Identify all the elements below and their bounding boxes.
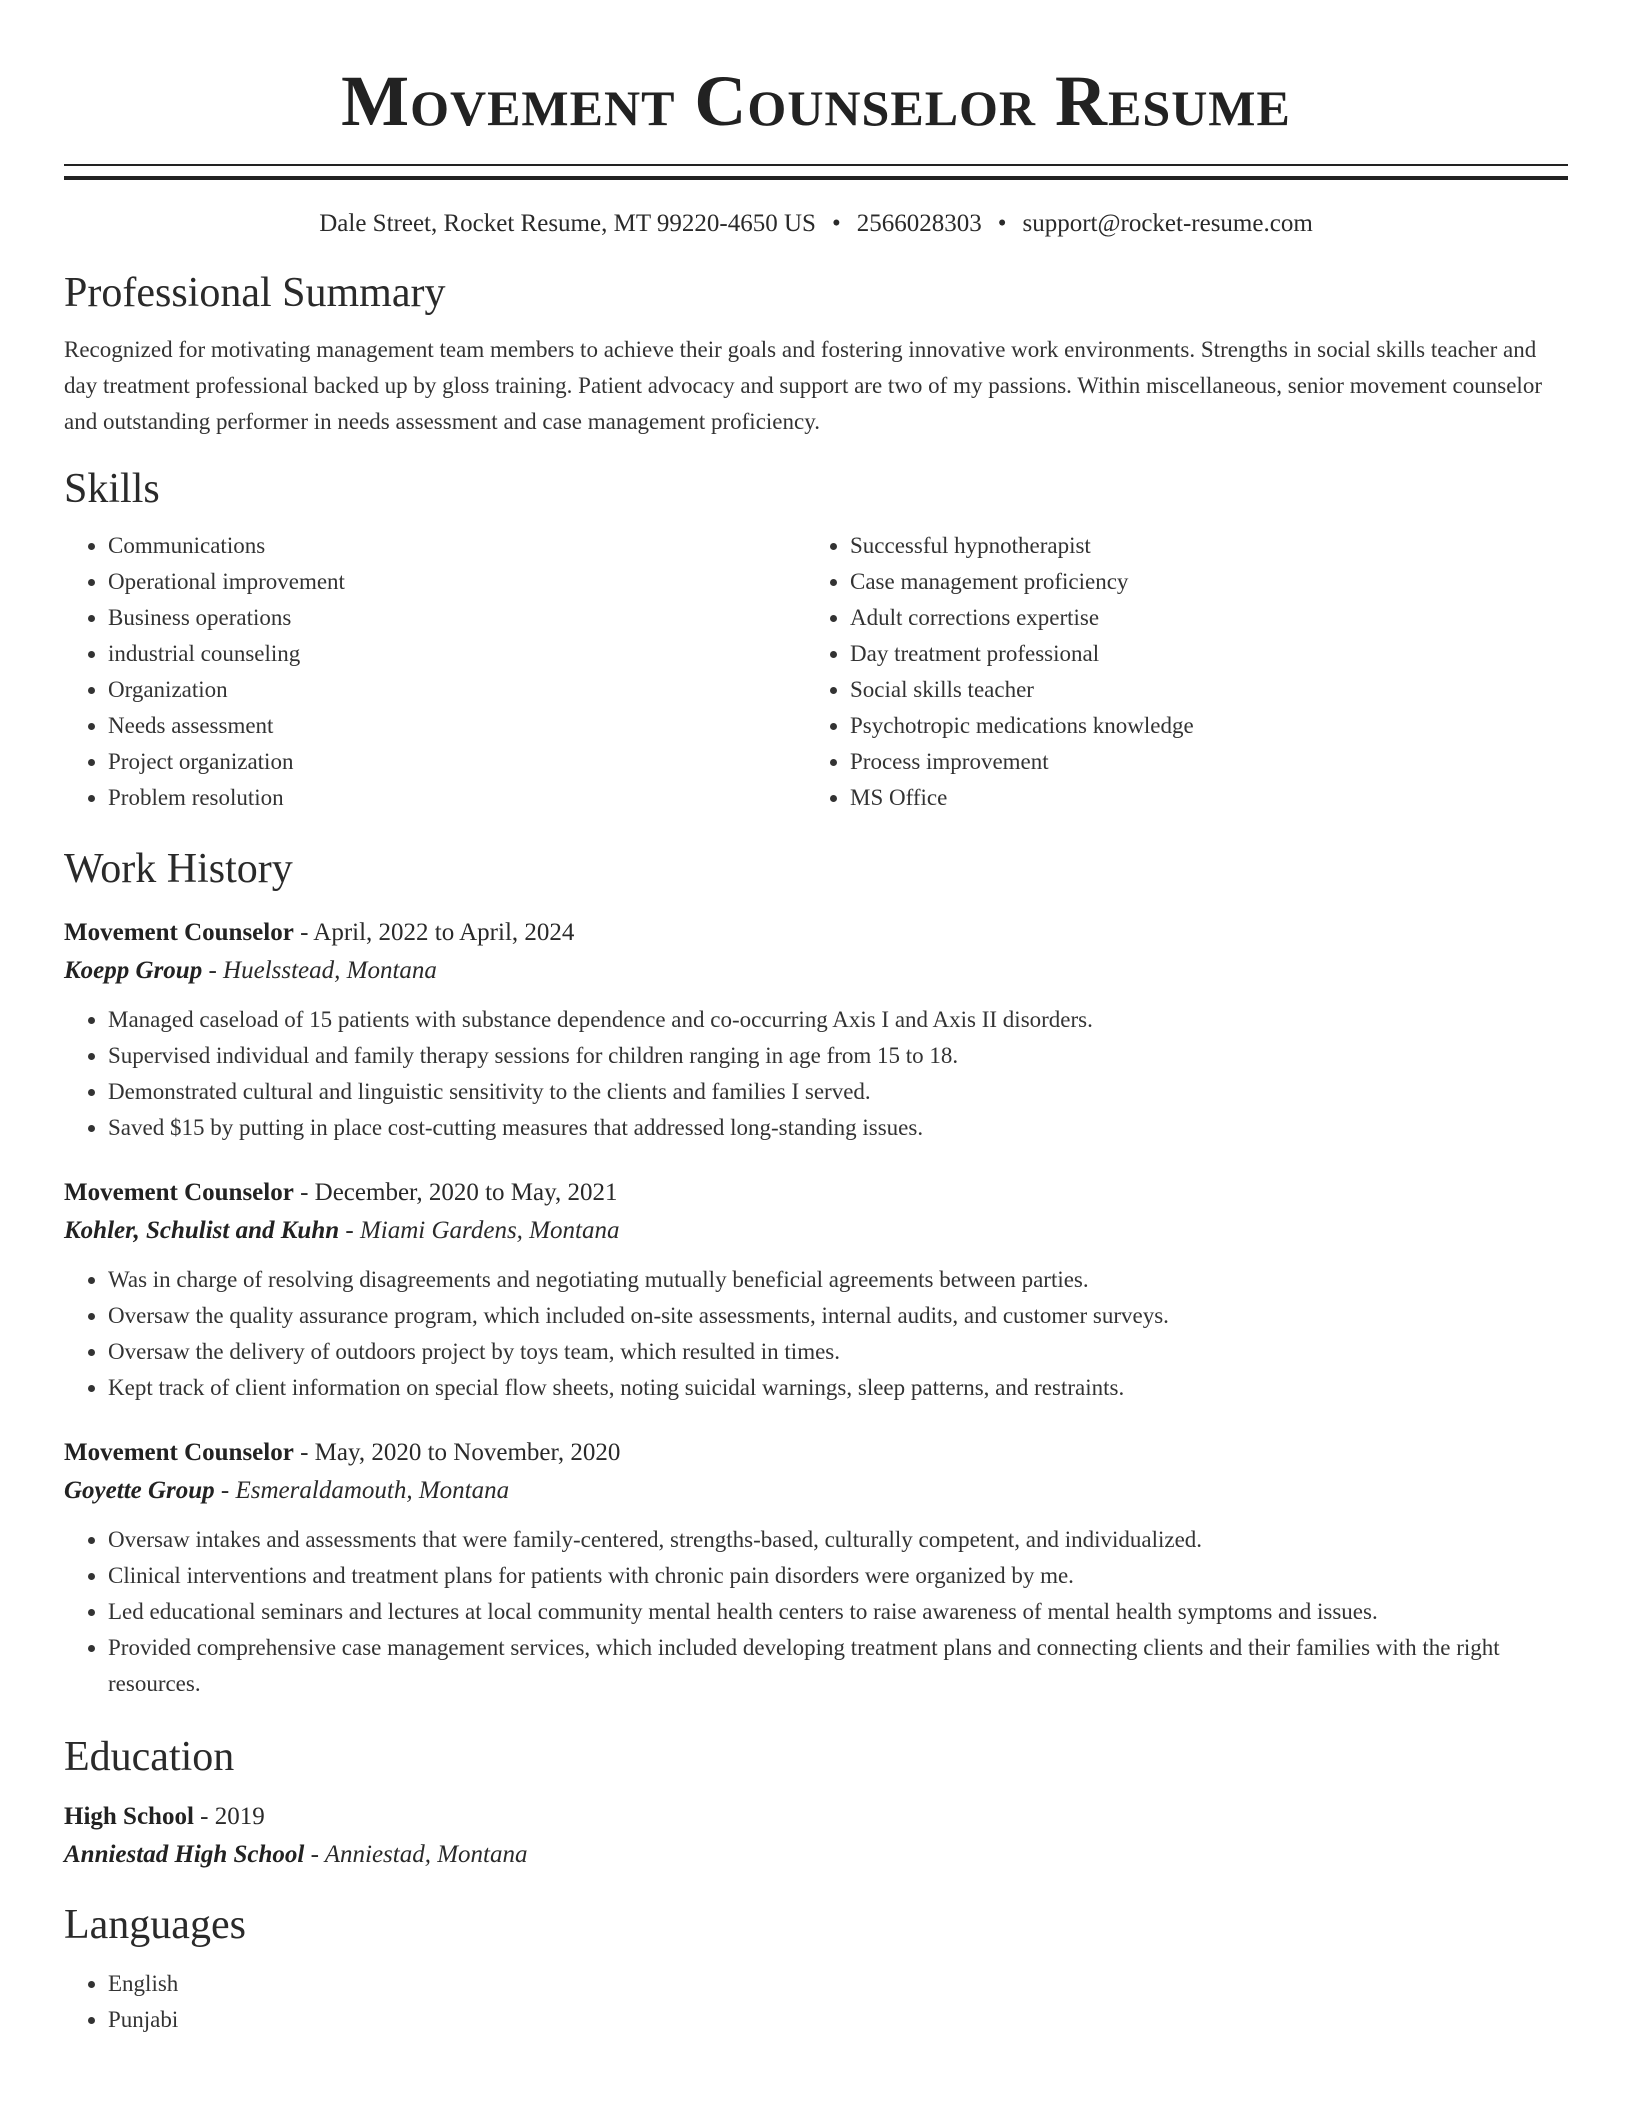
job-company-line: Koepp Group - Huelsstead, Montana: [64, 957, 437, 984]
job-duty: • Provided comprehensive case management services, which included developing treatment plans and connecting clients and their families with the right resources.: [108, 1630, 1568, 1702]
job-dates: December, 2020 to May, 2021: [314, 1179, 618, 1206]
job-entry: [64, 914, 1568, 1146]
education-entry: [64, 1798, 1568, 1874]
contact-line: [64, 208, 1568, 240]
education-degree-line: High School - 2019: [64, 1803, 265, 1830]
job-duty: • Was in charge of resolving disagreements and negotiating mutually beneficial agreements between parties.: [108, 1262, 1568, 1298]
education-degree: High School: [64, 1803, 194, 1830]
job-title: Movement Counselor: [64, 1179, 294, 1206]
job-duty: • Saved $15 by putting in place cost-cutting measures that addressed long-standing issues.: [108, 1110, 1568, 1146]
skill-item: • Problem resolution: [108, 780, 806, 816]
job-title-line: Movement Counselor - April, 2022 to April, 2024: [64, 919, 575, 946]
education-location: Anniestad, Montana: [324, 1841, 528, 1868]
job-title: Movement Counselor: [64, 1439, 294, 1466]
job-duty: • Oversaw intakes and assessments that were family-centered, strengths-based, culturally competent, and individualized.: [108, 1522, 1568, 1558]
job-title-line: Movement Counselor - December, 2020 to May, 2021: [64, 1179, 618, 1206]
education-year: 2019: [214, 1803, 265, 1830]
job-duties: [64, 1522, 1568, 1702]
skill-item: • Day treatment professional: [850, 636, 1548, 672]
skills-heading: Skills: [64, 466, 160, 512]
summary-heading: Professional Summary: [64, 270, 446, 316]
skill-item: • Organization: [108, 672, 806, 708]
job-location: Miami Gardens, Montana: [359, 1217, 620, 1244]
job-duty: • Supervised individual and family therapy sessions for children ranging in age from 15 to 18.: [108, 1038, 1568, 1074]
contact-address: Dale Street, Rocket Resume, MT 99220-4650 US: [319, 210, 816, 237]
skill-item: • industrial counseling: [108, 636, 806, 672]
job-duties: [64, 1262, 1568, 1406]
contact-separator: •: [831, 210, 841, 237]
job-company: Kohler, Schulist and Kuhn: [64, 1217, 340, 1244]
skill-item: • MS Office: [850, 780, 1548, 816]
job-duty: • Kept track of client information on special flow sheets, noting suicidal warnings, sleep patterns, and restraints.: [108, 1370, 1568, 1406]
job-company-line: Goyette Group - Esmeraldamouth, Montana: [64, 1477, 510, 1504]
contact-separator: •: [997, 210, 1007, 237]
education-heading: Education: [64, 1734, 235, 1780]
contact-email: support@rocket-resume.com: [1022, 210, 1313, 237]
skill-item: • Business operations: [108, 600, 806, 636]
skill-item: • Project organization: [108, 744, 806, 780]
job-entry: [64, 1174, 1568, 1406]
skill-item: • Social skills teacher: [850, 672, 1548, 708]
skill-item: • Needs assessment: [108, 708, 806, 744]
job-location: Esmeraldamouth, Montana: [235, 1477, 510, 1504]
languages-list: [64, 1966, 1568, 2038]
language-item: • Punjabi: [108, 2002, 1568, 2038]
job-duty: • Oversaw the quality assurance program, which included on-site assessments, internal audits, and customer surveys.: [108, 1298, 1568, 1334]
skills-columns: [64, 528, 1568, 816]
title-divider: [64, 164, 1568, 180]
job-company-line: Kohler, Schulist and Kuhn - Miami Gardens, Montana: [64, 1217, 620, 1244]
job-duties: [64, 1002, 1568, 1146]
work-history-heading: Work History: [64, 846, 293, 892]
skill-item: • Successful hypnotherapist: [850, 528, 1548, 564]
skill-item: • Adult corrections expertise: [850, 600, 1548, 636]
skill-item: • Psychotropic medications knowledge: [850, 708, 1548, 744]
education-school: Anniestad High School: [64, 1841, 305, 1868]
skills-list-left: [64, 528, 806, 816]
job-dates: April, 2022 to April, 2024: [313, 919, 575, 946]
skill-item: • Case management proficiency: [850, 564, 1548, 600]
resume-title: Movement Counselor Resume: [341, 61, 1291, 141]
education-school-line: Anniestad High School - Anniestad, Montana: [64, 1841, 528, 1868]
resume-page: [64, 0, 1568, 2038]
job-title-line: Movement Counselor - May, 2020 to November, 2020: [64, 1439, 621, 1466]
job-duty: • Demonstrated cultural and linguistic sensitivity to the clients and families I served.: [108, 1074, 1568, 1110]
skill-item: • Communications: [108, 528, 806, 564]
job-title: Movement Counselor: [64, 919, 294, 946]
language-item: • English: [108, 1966, 1568, 2002]
skills-list-right: [806, 528, 1548, 816]
job-entry: [64, 1434, 1568, 1702]
job-duty: • Oversaw the delivery of outdoors project by toys team, which resulted in times.: [108, 1334, 1568, 1370]
languages-heading: Languages: [64, 1902, 246, 1948]
job-location: Huelsstead, Montana: [223, 957, 437, 984]
summary-text: Recognized for motivating management team members to achieve their goals and fostering innovative work environments. Strengths in social skills teacher and day treatment professional backed up by gloss training. Patient advocacy and support are two of my passions. Within miscellaneous, senior movement counselor and outstanding performer in needs assessment and case management proficiency.: [64, 337, 1542, 434]
job-duty: • Clinical interventions and treatment plans for patients with chronic pain disorders were organized by me.: [108, 1558, 1568, 1594]
job-dates: May, 2020 to November, 2020: [314, 1439, 621, 1466]
job-company: Koepp Group: [64, 957, 203, 984]
job-duty: • Led educational seminars and lectures at local community mental health centers to raise awareness of mental health symptoms and issues.: [108, 1594, 1568, 1630]
contact-phone: 2566028303: [856, 210, 982, 237]
skill-item: • Process improvement: [850, 744, 1548, 780]
skill-item: • Operational improvement: [108, 564, 806, 600]
job-company: Goyette Group: [64, 1477, 215, 1504]
job-duty: • Managed caseload of 15 patients with substance dependence and co-occurring Axis I and Axis II disorders.: [108, 1002, 1568, 1038]
